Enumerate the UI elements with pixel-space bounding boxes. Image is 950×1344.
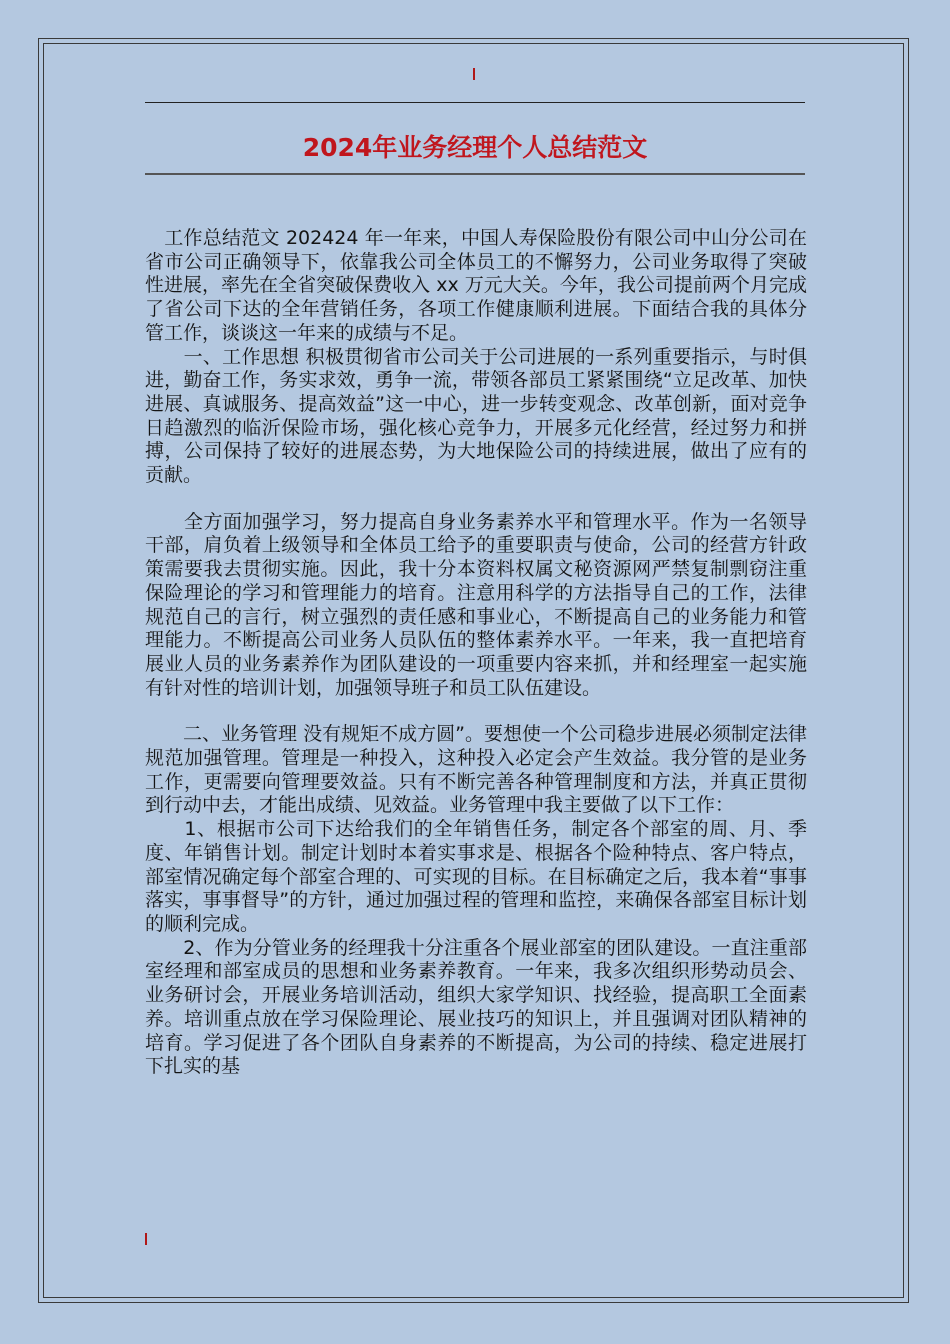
header-mark <box>473 68 475 80</box>
paragraph-intro: 工作总结范文 202424 年一年来，中国人寿保险股份有限公司中山分公司在省市公司正确领导下，依靠我公司全体员工的不懈努力，公司业务取得了突破性进展，率先在全省突破保费收入 xx 万元大关。今年，我公司提前两个月完成了省公司下达的全年营销任务，各项工作健康顺利进展。下面结合我的具体分管工作，谈谈这一年来的成绩与不足。 <box>145 227 807 344</box>
title-rule <box>145 173 805 175</box>
paragraph-work-thought: 一、工作思想 积极贯彻省市公司关于公司进展的一系列重要指示，与时俱进，勤奋工作，务实求效，勇争一流，带领各部员工紧紧围绕“立足改革、加快进展、真诚服务、提高效益”这一中心，进一步转变观念、改革创新，面对竞争日趋激烈的临沂保险市场，强化核心竞争力，开展多元化经营，经过努力和拼搏，公司保持了较好的进展态势，为大地保险公司的持续进展，做出了应有的贡献。 <box>145 345 807 487</box>
paragraph-item-2: 2、作为分管业务的经理我十分注重各个展业部室的团队建设。一直注重部室经理和部室成员的思想和业务素养教育。一年来，我多次组织形势动员会、业务研讨会，开展业务培训活动，组织大家学知识、找经验，提高职工全面素养。培训重点放在学习保险理论、展业技巧的知识上，并且强调对团队精神的培育。学习促进了各个团队自身素养的不断提高，为公司的持续、稳定进展打下扎实的基 <box>145 936 807 1078</box>
header-rule <box>145 102 805 103</box>
paragraph-study: 全方面加强学习，努力提高自身业务素养水平和管理水平。作为一名领导干部，肩负着上级领导和全体员工给予的重要职责与使命，公司的经营方针政策需要我去贯彻实施。因此，我十分本资料权属文秘资源网严禁复制剽窃注重保险理论的学习和管理能力的培育。注意用科学的方法指导自己的工作，法律规范自己的言行，树立强烈的责任感和事业心，不断提高自己的业务能力和管理能力。不断提高公司业务人员队伍的整体素养水平。一年来，我一直把培育展业人员的业务素养作为团队建设的一项重要内容来抓，并和经理室一起实施有针对性的培训计划，加强领导班子和员工队伍建设。 <box>145 510 807 699</box>
paragraph-gap <box>145 488 807 511</box>
document-body <box>145 227 807 1079</box>
document-title: 2024年业务经理个人总结范文 <box>302 133 648 162</box>
paragraph-item-1: 1、根据市公司下达给我们的全年销售任务，制定各个部室的周、月、季度、年销售计划。制定计划时本着实事求是、根据各个险种特点、客户特点，部室情况确定每个部室合理的、可实现的目标。在目标确定之后，我本着“事事落实，事事督导”的方针，通过加强过程的管理和监控，来确保各部室目标计划的顺利完成。 <box>145 818 807 935</box>
paragraph-gap <box>145 700 807 723</box>
footer-mark <box>145 1233 147 1245</box>
paragraph-business-management: 二、业务管理 没有规矩不成方圆”。要想使一个公司稳步进展必须制定法律规范加强管理。管理是一种投入，这种投入必定会产生效益。我分管的是业务工作，更需要向管理要效益。只有不断完善各种管理制度和方法，并真正贯彻到行动中去，才能出成绩、见效益。业务管理中我主要做了以下工作： <box>145 723 807 817</box>
